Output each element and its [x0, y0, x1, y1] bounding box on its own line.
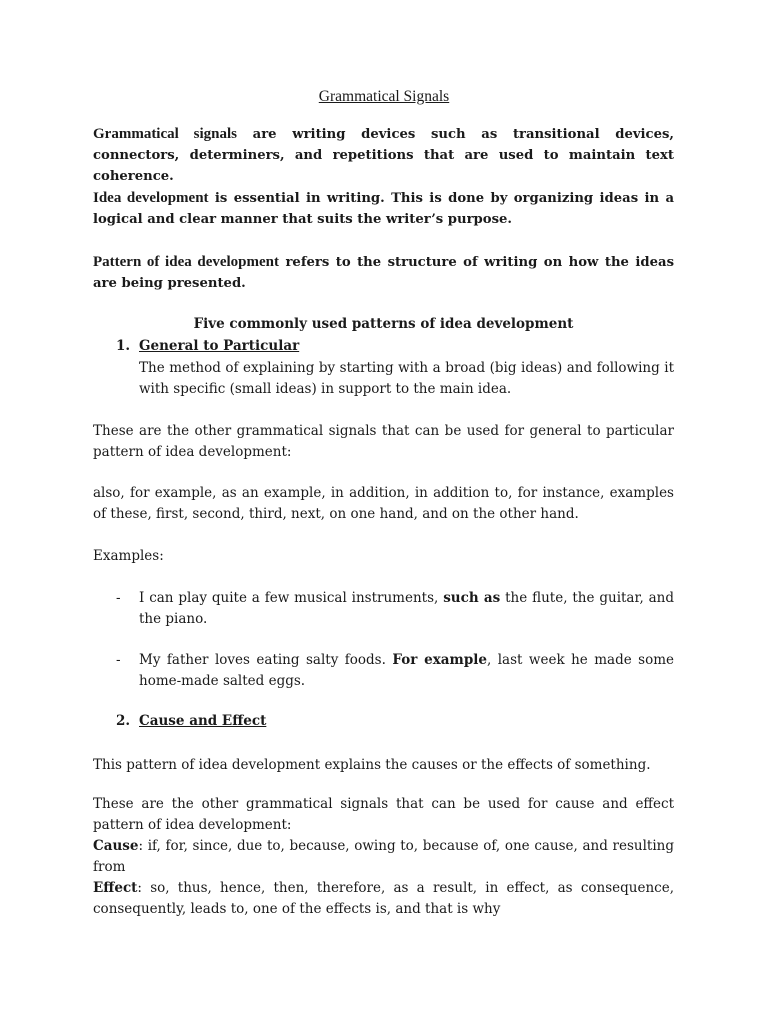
- cause-label: Cause: [93, 838, 139, 854]
- section1-signals-intro: These are the other grammatical signals that can be used for general to particular pattern of idea development:: [93, 423, 674, 460]
- examples-label: Examples:: [93, 548, 164, 564]
- section1-number: 1.: [116, 338, 131, 354]
- example-text: My father loves eating salty foods.: [139, 652, 393, 668]
- definition-text: is essential in writing. This is done by organizing ideas in a logical and clear manner that suits the writer’s purpose.: [93, 191, 674, 227]
- example-text: the flute, the guitar, and the piano.: [139, 590, 674, 627]
- section1-description: The method of explaining by starting with a broad (big ideas) and following it with specific (small ideas) in support to the main idea.: [139, 360, 674, 397]
- effect-label: Effect: [93, 880, 138, 896]
- section-subtitle: Five commonly used patterns of idea development: [193, 316, 574, 332]
- example-text: , last week he made some home-made salted eggs.: [139, 652, 674, 689]
- definition-text: refers to the structure of writing on how the ideas are being presented.: [93, 255, 674, 291]
- section2-heading: Cause and Effect: [139, 713, 267, 729]
- example-dash: -: [116, 590, 121, 606]
- example-dash: -: [116, 652, 121, 668]
- section2-number: 2.: [116, 713, 131, 729]
- cause-text: : if, for, since, due to, because, owing to, because of, one cause, and resulting from: [93, 838, 674, 875]
- definition-idea-development: [93, 188, 674, 230]
- example-signal: For example: [392, 652, 487, 668]
- definition-pattern: [93, 252, 674, 294]
- effect-text: : so, thus, hence, then, therefore, as a result, in effect, as consequence, consequently, leads to, one of the effects is, and that is why: [93, 880, 674, 917]
- definition-grammatical-signals: [93, 124, 674, 187]
- example-signal: such as: [443, 590, 501, 606]
- definition-text: are writing devices such as transitional devices, connectors, determiners, and repetitions that are used to maintain text coherence.: [93, 127, 674, 184]
- example-text: I can play quite a few musical instruments,: [139, 590, 444, 606]
- definition-term: Pattern of idea development: [93, 254, 280, 270]
- definition-term: Idea development: [93, 190, 209, 206]
- example-item: [139, 588, 674, 630]
- section1-signals-list: also, for example, as an example, in addition, in addition to, for instance, examples of these, first, second, third, next, on one hand, and on the other hand.: [93, 485, 674, 522]
- definition-term: Grammatical signals: [93, 126, 237, 142]
- effect-signals: [93, 878, 674, 920]
- example-item: [139, 650, 674, 692]
- section1-heading: General to Particular: [139, 338, 300, 354]
- section2-description: This pattern of idea development explains the causes or the effects of something.: [93, 757, 651, 773]
- section2-signals-intro: These are the other grammatical signals that can be used for cause and effect pattern of idea development:: [93, 796, 674, 833]
- cause-signals: [93, 836, 674, 878]
- page-title: Grammatical Signals: [318, 88, 450, 105]
